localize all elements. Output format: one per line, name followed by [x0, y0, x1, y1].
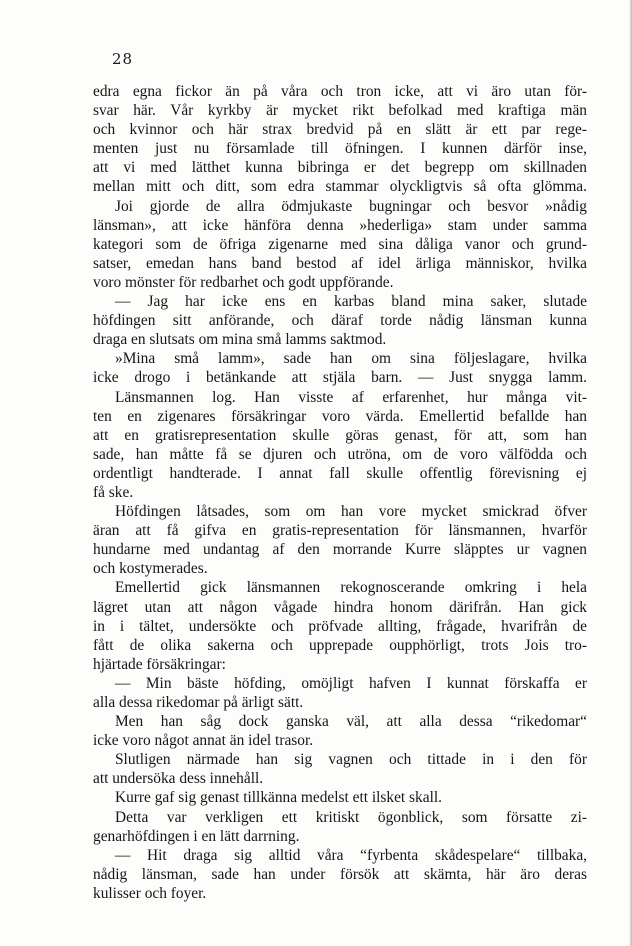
text-line: Slutligen närmade han sig vagnen och tittade in i den för: [115, 751, 587, 769]
text-line: äran att få gifva en gratis-representation för länsmannen, hvarför: [93, 522, 587, 540]
text-line: att vi med lätthet kunna bibringa er det begrepp om skillnaden: [93, 159, 587, 177]
text-line: — Hit draga sig alltid våra “fyrbenta skådespelare“ tillbaka,: [115, 846, 587, 864]
text-line: hjärtade försäkringar:: [93, 655, 226, 673]
page-number: 28: [112, 50, 134, 68]
text-line: edra egna fickor än på våra och tron icke, att vi äro utan för-: [93, 83, 587, 100]
text-line: Kurre gaf sig genast tillkänna medelst ett ilsket skall.: [115, 789, 442, 807]
text-line: ordentligt handterade. I annat fall skulle offentlig förevisning ej: [93, 464, 587, 482]
text-line: lägret utan att någon vågade hindra honom därifrån. Han gick: [93, 598, 587, 616]
text-line: att undersöka dess innehåll.: [93, 770, 264, 788]
text-line: voro mönster för redbarhet och godt uppförande.: [93, 273, 394, 291]
text-line: och kvinnor och här strax bredvid på en slätt är ett par rege-: [93, 121, 587, 139]
text-line: alla dessa rikedomar på ärligt sätt.: [93, 694, 304, 711]
text-line: svar här. Vår kyrkby är mycket rikt befolkad med kraftiga män: [93, 102, 587, 120]
text-line: Emellertid gick länsmannen rekognoscerande omkring i hela: [115, 579, 587, 597]
text-line: icke drogo i betänkande att stjäla barn. — Just snygga lamm.: [93, 369, 587, 387]
text-line: kulisser och foyer.: [93, 884, 207, 902]
body-text: [93, 82, 587, 903]
text-line: Men han såg dock ganska väl, att alla dessa “rikedomar“: [115, 713, 587, 731]
text-line: nådig länsman, sade han under försök att skämta, här äro deras: [93, 865, 587, 883]
text-line: hundarne med undantag af den morrande Kurre släpptes ur vagnen: [93, 541, 587, 559]
text-line: genarhöfdingen i en lätt darrning.: [93, 827, 300, 845]
text-line: kategori som de öfriga zigenarne med sina dåliga vanor och grund-: [93, 235, 587, 253]
text-line: draga en slutsats om mina små lamms saktmod.: [93, 331, 387, 349]
text-line: — Min bäste höfding, omöjligt hafven I kunnat förskaffa er: [115, 674, 587, 692]
text-line: att en gratisrepresentation skulle göras genast, för att, som han: [93, 426, 587, 444]
text-line: Detta var verkligen ett kritiskt ögonblick, som försatte zi-: [115, 808, 587, 826]
text-line: in i tältet, undersökte och pröfvade allting, frågade, hvarifrån de: [93, 617, 587, 635]
text-line: fått de olika sakerna och upprepade oupphörligt, trots Jois tro-: [93, 636, 587, 654]
text-line: satser, emedan hans band bestod af idel ärliga människor, hvilka: [93, 254, 587, 272]
text-line: mellan mitt och ditt, som edra stammar olyckligtvis så ofta glömma.: [93, 178, 587, 196]
text-line: ten en zigenares försäkringar voro värda. Emellertid befallde han: [93, 407, 587, 425]
text-line: »Mina små lamm», sade han om sina följeslagare, hvilka: [115, 350, 587, 368]
text-line: Länsmannen log. Han visste af erfarenhet, hur många vit-: [115, 388, 587, 406]
text-line: höfdingen sitt anförande, och däraf torde nådig länsman kunna: [93, 312, 587, 330]
text-line: och kostymerades.: [93, 560, 208, 578]
text-line: menten just nu församlade till öfningen. I kunnen därför inse,: [93, 140, 587, 158]
text-line: länsman», att icke hänföra denna »hederliga» stam under samma: [93, 216, 587, 234]
text-line: få ske.: [93, 483, 134, 501]
text-line: icke voro något annat än idel trasor.: [93, 732, 314, 750]
text-line: — Jag har icke ens en karbas bland mina saker, slutade: [115, 293, 587, 311]
text-line: Joi gjorde de allra ödmjukaste bugningar och besvor »nådig: [115, 197, 587, 215]
text-line: Höfdingen låtsades, som om han vore mycket smickrad öfver: [115, 503, 587, 521]
text-line: sade, han måtte få se djuren och utröna, om de voro välfödda och: [93, 445, 587, 463]
